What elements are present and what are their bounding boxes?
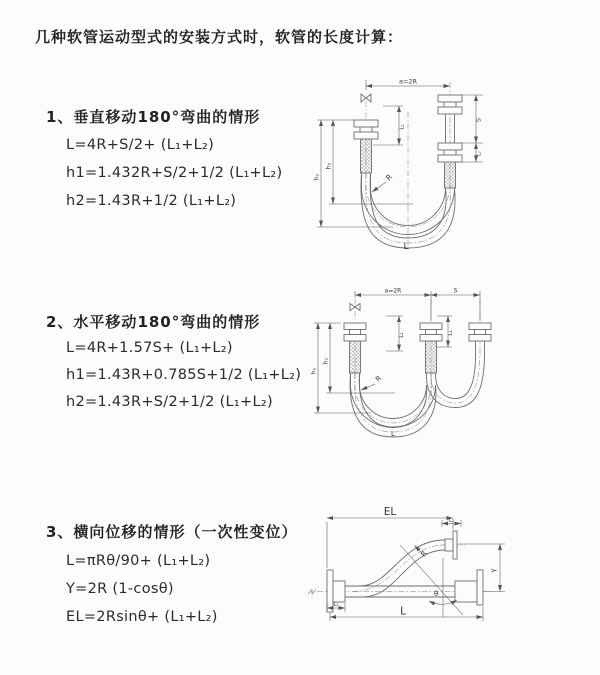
dim-label-length: L xyxy=(391,430,395,438)
dim-label-span: a=2R xyxy=(384,287,402,295)
hose-u-inner xyxy=(360,373,427,418)
formula-line: L=4R+S/2+ (L₁+L₂) xyxy=(66,137,215,153)
section-1-heading: 1、垂直移动180°弯曲的情形 xyxy=(46,108,261,126)
dim-label-span: a=2R xyxy=(398,77,418,86)
formula-line: h2=1.43R+1/2 (L₁+L₂) xyxy=(66,193,237,209)
braid-section xyxy=(350,341,361,373)
braid-section xyxy=(426,341,437,373)
dim-label-h2: h₂ xyxy=(322,357,330,365)
dim-label-l1: L₁ xyxy=(399,124,406,130)
diagram-vertical-180-bend xyxy=(313,70,513,260)
hose-right-u-inner xyxy=(435,347,475,399)
dim-label-radius: R xyxy=(384,172,395,183)
formula-line: h2=1.43R+S/2+1/2 (L₁+L₂) xyxy=(66,394,273,410)
dim-label-el: EL xyxy=(383,506,397,518)
dim-label-h1: h₁ xyxy=(311,367,318,375)
dimension-labels xyxy=(314,78,483,253)
section-2-heading: 2、水平移动180°弯曲的情形 xyxy=(46,313,261,331)
dim-label-l2: L₂ xyxy=(476,151,483,156)
braid-section xyxy=(445,162,456,188)
dim-label-radius: R xyxy=(419,549,429,559)
hose-assembly xyxy=(345,540,455,597)
dim-label-y: Y xyxy=(490,568,499,573)
dimensions xyxy=(314,291,480,413)
hose-assembly xyxy=(350,304,485,438)
dim-label-theta: θ xyxy=(434,590,439,598)
dim-label-l1: L₁ xyxy=(399,332,405,338)
formula-line: L=4R+1.57S+ (L₁+L₂) xyxy=(66,340,233,356)
diagram-horizontal-180-bend xyxy=(311,285,529,447)
formula-line: EL=2Rsinθ+ (L₁+L₂) xyxy=(66,609,218,625)
dim-label-length: L xyxy=(403,242,409,252)
braid-section xyxy=(361,139,372,173)
dim-label-h2: h₂ xyxy=(325,162,333,170)
dim-label-s: S xyxy=(474,117,483,123)
dim-label-l1: L₁ xyxy=(333,602,339,608)
page-title: 几种软管运动型式的安装方式时，软管的长度计算： xyxy=(35,28,404,46)
formula-line: h1=1.432R+S/2+1/2 (L₁+L₂) xyxy=(66,165,283,181)
dim-label-h1: h₁ xyxy=(313,173,321,181)
formula-line: h1=1.43R+0.785S+1/2 (L₁+L₂) xyxy=(66,367,302,383)
dim-label-s: S xyxy=(453,287,458,295)
flanges xyxy=(344,323,491,341)
dim-label-l2: L₂ xyxy=(448,517,455,524)
valve-icon xyxy=(361,94,371,102)
formula-line: L=πRθ/90+ (L₁+L₂) xyxy=(66,553,211,569)
hose-curve-upper xyxy=(360,540,445,586)
dim-label-radius: R xyxy=(374,374,384,384)
diagram-lateral-displacement xyxy=(303,500,513,628)
formula-line: Y=2R (1-cosθ) xyxy=(66,581,174,597)
dim-label-l2: L₂ xyxy=(448,330,454,336)
dim-label-length: L xyxy=(400,605,406,618)
section-3-heading: 3、横向位移的情形（一次性变位） xyxy=(46,523,298,541)
